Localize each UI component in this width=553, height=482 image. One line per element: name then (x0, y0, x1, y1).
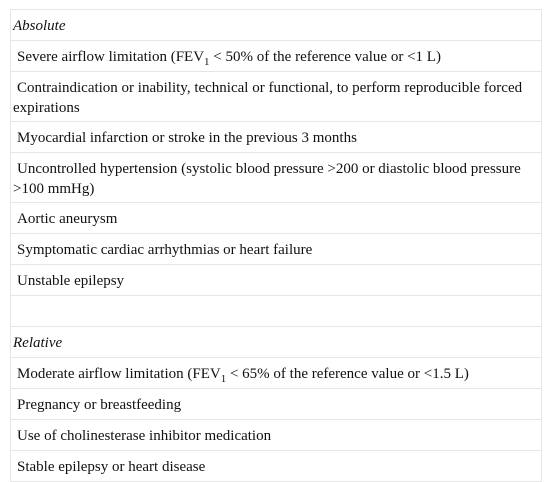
spacer-row (10, 296, 542, 327)
table-row: Uncontrolled hypertension (systolic blood pressure >200 or diastolic blood pressure >100 mmHg) (10, 153, 542, 203)
table-row: Aortic aneurysm (10, 203, 542, 234)
table-row: Symptomatic cardiac arrhythmias or heart failure (10, 234, 542, 265)
table-row: Severe airflow limitation ($FEV_1 < 50\%$ of the reference value or <1 L) (10, 41, 542, 72)
table-row: Unstable epilepsy (10, 265, 542, 296)
table-row: Use of cholinesterase inhibitor medication (10, 420, 542, 451)
table-row: Myocardial infarction or stroke in the previous 3 months (10, 122, 542, 153)
table-row: Contraindication or inability, technical or functional, to perform reproducible forced expirations (10, 72, 542, 122)
table-row: Moderate airflow limitation ($FEV_1 < 65\%$ of the reference value or <1.5 L) (10, 358, 542, 389)
section-heading-relative: Relative (10, 327, 542, 358)
section-heading-absolute: Absolute (10, 10, 542, 41)
table-row: Stable epilepsy or heart disease (10, 451, 542, 482)
table-row: Pregnancy or breastfeeding (10, 389, 542, 420)
contraindications-table (10, 9, 542, 482)
